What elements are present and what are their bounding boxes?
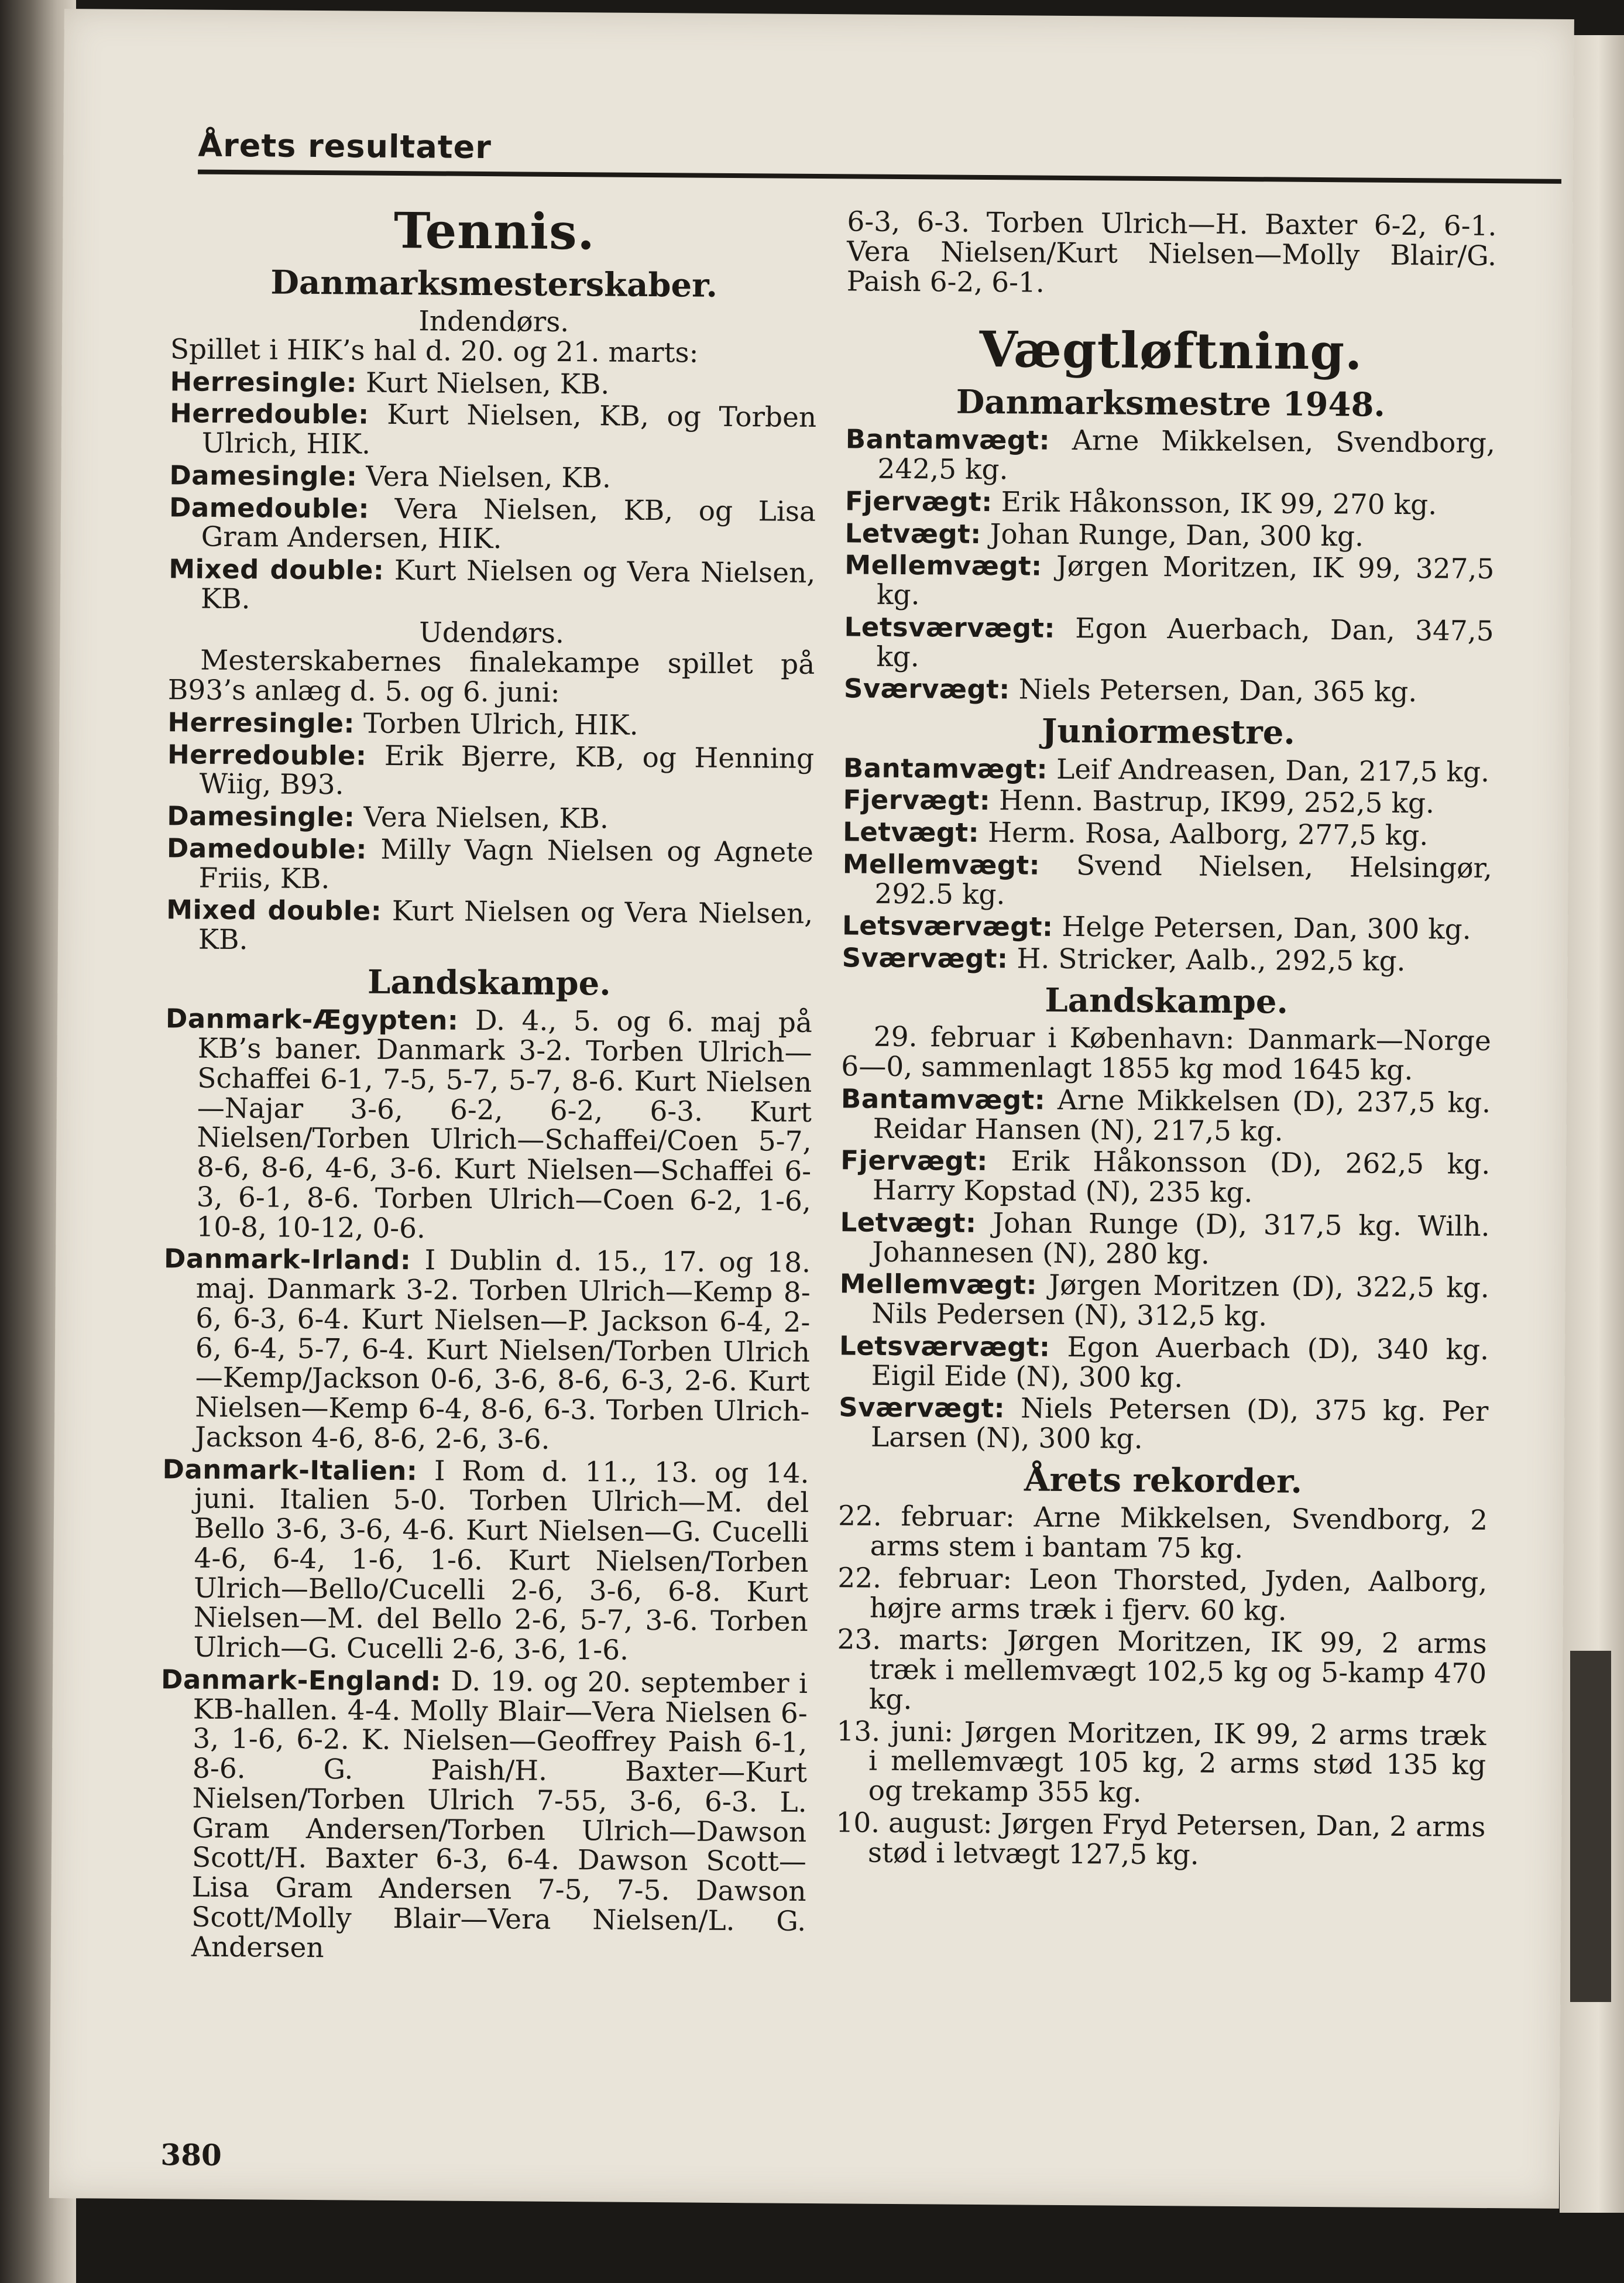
class-text: Svend Nielsen, Helsingør, 292.5 kg.	[874, 849, 1492, 911]
junior-entry	[842, 911, 1492, 945]
class-label: Letvægt:	[844, 517, 981, 550]
class-label: Bantamvægt:	[843, 752, 1048, 785]
class-label: Bantamvægt:	[840, 1083, 1046, 1116]
class-text: Arne Mikkelsen, Svendborg, 242,5 kg.	[877, 424, 1496, 486]
class-label: Letvægt:	[840, 1206, 977, 1239]
indoor-intro: Spillet i HIK’s hal d. 20. og 21. marts:	[170, 333, 699, 369]
weightlifting-title: Vægtløftning.	[979, 320, 1363, 381]
outdoor-entry	[166, 834, 813, 897]
class-text: Johan Runge (D), 317,5 kg. Wilh. Johannesen (N), 280 kg.	[872, 1207, 1490, 1271]
record-entry: 13. juni: Jørgen Moritzen, IK 99, 2 arms træk i mellemvægt 105 kg, 2 arms stød 135 kg og trekamp 355 kg.	[836, 1715, 1486, 1809]
class-label: Letsværvægt:	[842, 910, 1053, 943]
records-title: Årets rekorder.	[1024, 1460, 1303, 1501]
outdoor-entry	[166, 896, 813, 959]
tennis-champ-title: Danmarksmesterskaber.	[270, 263, 718, 305]
outdoor-entry	[167, 801, 813, 835]
entry-label: Herresingle:	[167, 707, 355, 739]
entry-label: Damesingle:	[167, 800, 355, 833]
tennis-continuation: 6-3, 6-3. Torben Ulrich—H. Baxter 6-2, 6-1. Vera Nielsen/Kurt Nielsen—Molly Blair/G. Paish 6-2, 6-1.	[846, 205, 1497, 299]
class-label: Fjervægt:	[843, 784, 991, 817]
match-text: D. 4., 5. og 6. maj på KB’s baner. Danmark 3-2. Torben Ulrich—Schaffei 6-1, 7-5, 5-7, 5-7, 8-6. Kurt Nielsen—Najar 3-6, 6-2, 6-2, 6-3. Kurt Nielsen/Torben Ulrich—Schaffei/Coen 5-7, 8-6, 8-6, 4-6, 3-6. Kurt Nielsen—Schaffei 6-3, 6-1, 8-6. Torben Ulrich—Coen 6-2, 1-6, 10-8, 10-12, 0-6.	[196, 1005, 813, 1245]
class-label: Mellemvægt:	[844, 549, 1042, 582]
record-entry: 23. marts: Jørgen Moritzen, IK 99, 2 arms træk i mellemvægt 102,5 kg og 5-kamp 470 kg.	[837, 1623, 1487, 1716]
class-text: Herm. Rosa, Aalborg, 277,5 kg.	[987, 817, 1429, 852]
class-text: Leif Andreasen, Dan, 217,5 kg.	[1056, 753, 1490, 789]
match-entry	[164, 1005, 812, 1247]
class-text: Henn. Bastrup, IK99, 252,5 kg.	[998, 784, 1435, 820]
indoor-entry	[169, 554, 816, 618]
class-text: Egon Auerbach, Dan, 347,5 kg.	[876, 612, 1494, 673]
match-label: Danmark-Italien:	[162, 1453, 418, 1486]
junior-title: Juniormestre.	[1041, 711, 1296, 752]
champion-entry	[845, 425, 1495, 489]
outdoor-heading: Udendørs.	[419, 616, 565, 650]
class-text: Jørgen Moritzen, IK 99, 327,5 kg.	[876, 550, 1495, 612]
entry-text: Torben Ulrich, HIK.	[363, 707, 638, 742]
class-text: Jørgen Moritzen (D), 322,5 kg. Nils Pedersen (N), 312,5 kg.	[871, 1269, 1489, 1333]
match-text: I Dublin d. 15., 17. og 18. maj. Danmark 3-2. Torben Ulrich—Kemp 8-6, 6-3, 6-4. Kurt Nielsen—P. Jackson 6-4, 2-6, 6-4, 5-7, 6-4. Kurt Nielsen/Torben Ulrich—Kemp/Jackson 0-6, 3-6, 8-6, 6-3, 2-6. Kurt Nielsen—Kemp 6-4, 8-6, 6-3. Torben Ulrich-Jackson 4-6, 8-6, 2-6, 3-6.	[194, 1244, 811, 1456]
match-text: I Rom d. 11., 13. og 14. juni. Italien 5-0. Torben Ulrich—M. del Bello 3-6, 3-6, 4-6. Kurt Nielsen—G. Cucelli 4-6, 6-4, 1-6, 1-6. Kurt Nielsen/Torben Ulrich—Bello/Cucelli 2-6, 3-6, 6-8. Kurt Nielsen—M. del Bello 2-6, 5-7, 3-6. Torben Ulrich—G. Cucelli 2-6, 3-6, 1-6.	[193, 1455, 809, 1667]
champion-entry	[845, 519, 1495, 553]
class-label: Fjervægt:	[844, 485, 993, 518]
tennis-landskampe-title: Landskampe.	[367, 962, 611, 1003]
match-label: Danmark-England:	[160, 1664, 442, 1697]
entry-label: Mixed double:	[169, 553, 384, 587]
champion-entry	[844, 612, 1494, 676]
class-label: Sværvægt:	[839, 1391, 1005, 1424]
class-text: Niels Petersen (D), 375 kg. Per Larsen (N), 300 kg.	[870, 1392, 1489, 1456]
entry-label: Damedouble:	[166, 832, 368, 865]
class-text: Johan Runge, Dan, 300 kg.	[990, 517, 1364, 553]
book-page	[49, 9, 1574, 2209]
class-label: Bantamvægt:	[845, 423, 1050, 457]
class-text: H. Stricker, Aalb., 292,5 kg.	[1017, 942, 1406, 978]
entry-text: Kurt Nielsen og Vera Nielsen, KB.	[198, 895, 813, 957]
record-entry: 22. februar: Arne Mikkelsen, Svendborg, 2 arms stem i bantam 75 kg.	[837, 1500, 1488, 1565]
adjacent-page-photo-strip	[1570, 1651, 1611, 2002]
class-text: Helge Petersen, Dan, 300 kg.	[1062, 911, 1471, 947]
outdoor-entry	[167, 740, 815, 804]
weightlifting-landskampe-title: Landskampe.	[1045, 981, 1289, 1021]
class-label: Mellemvægt:	[842, 848, 1041, 881]
entry-text: Kurt Nielsen, KB.	[365, 366, 610, 401]
record-entry: 10. august: Jørgen Fryd Petersen, Dan, 2 arms stød i letvægt 127,5 kg.	[836, 1806, 1486, 1871]
champion-entry	[845, 486, 1495, 520]
landskamp-entry	[839, 1331, 1489, 1395]
entry-label: Herredouble:	[167, 738, 367, 772]
entry-text: Milly Vagn Nielsen og Agnete Friis, KB.	[198, 833, 814, 895]
entry-text: Kurt Nielsen og Vera Nielsen, KB.	[200, 554, 816, 616]
landskamp-intro: 29. februar i København: Danmark—Norge 6—0, sammenlagt 1855 kg mod 1645 kg.	[841, 1021, 1491, 1087]
landskamp-entry	[839, 1270, 1489, 1334]
landskamp-entry	[840, 1146, 1491, 1210]
champion-entry	[844, 674, 1493, 708]
indoor-entry	[170, 399, 817, 463]
entry-text: Kurt Nielsen, KB, og Torben Ulrich, HIK.	[201, 399, 817, 461]
class-label: Sværvægt:	[843, 673, 1010, 705]
entry-label: Herresingle:	[170, 365, 358, 399]
entry-text: Vera Nielsen, KB.	[363, 801, 609, 835]
weightlifting-champ-title: Danmarksmestre 1948.	[956, 382, 1386, 424]
class-label: Sværvægt:	[842, 942, 1008, 975]
entry-text: Vera Nielsen, KB, og Lisa Gram Andersen, HIK.	[201, 492, 816, 556]
landskamp-entry	[839, 1393, 1489, 1457]
entry-text: Erik Bjerre, KB, og Henning Wiig, B93.	[199, 739, 815, 801]
entry-label: Herredouble:	[169, 397, 369, 431]
match-entry	[163, 1245, 811, 1457]
entry-label: Mixed double:	[166, 894, 382, 927]
class-label: Letsværvægt:	[844, 611, 1056, 644]
indoor-heading: Indendørs.	[418, 305, 569, 339]
junior-entry	[842, 943, 1492, 977]
junior-entry	[842, 849, 1492, 913]
running-head: Årets resultater	[198, 126, 492, 166]
junior-entry	[843, 753, 1493, 787]
match-label: Danmark-Ægypten:	[165, 1003, 459, 1037]
right-column	[836, 207, 1497, 1874]
outdoor-intro: Mesterskabernes finalekampe spillet på B93’s anlæg d. 5. og 6. juni:	[167, 645, 815, 709]
page-number: 380	[160, 2137, 222, 2172]
match-entry	[159, 1665, 808, 1966]
landskamp-entry	[840, 1208, 1490, 1271]
entry-label: Damedouble:	[169, 491, 370, 525]
entry-label: Damesingle:	[169, 460, 358, 492]
class-text: Egon Auerbach (D), 340 kg. Eigil Eide (N), 300 kg.	[871, 1331, 1489, 1394]
tennis-title: Tennis.	[393, 201, 596, 261]
indoor-entry	[169, 461, 816, 495]
class-text: Erik Håkonsson (D), 262,5 kg. Harry Kopstad (N), 235 kg.	[872, 1145, 1491, 1209]
match-label: Danmark-Irland:	[163, 1243, 411, 1276]
class-label: Letvægt:	[843, 816, 980, 849]
landskamp-entry	[840, 1084, 1491, 1148]
outdoor-entry	[167, 708, 814, 742]
class-text: Arne Mikkelsen (D), 237,5 kg. Reidar Hansen (N), 217,5 kg.	[873, 1084, 1491, 1148]
indoor-entry	[169, 493, 816, 557]
class-text: Niels Petersen, Dan, 365 kg.	[1018, 673, 1417, 709]
class-text: Erik Håkonsson, IK 99, 270 kg.	[1001, 486, 1437, 522]
junior-entry	[843, 817, 1492, 851]
record-entry: 22. februar: Leon Thorsted, Jyden, Aalborg, højre arms træk i fjerv. 60 kg.	[837, 1562, 1488, 1627]
class-label: Fjervægt:	[840, 1144, 988, 1177]
match-entry	[161, 1455, 809, 1667]
entry-text: Vera Nielsen, KB.	[366, 460, 612, 495]
class-label: Mellemvægt:	[839, 1268, 1038, 1301]
class-label: Letsværvægt:	[839, 1330, 1050, 1363]
champion-entry	[844, 551, 1495, 615]
match-text: D. 19. og 20. september i KB-hallen. 4-4. Molly Blair—Vera Nielsen 6-3, 1-6, 6-2. K. Nielsen—Geoffrey Paish 6-1, 8-6. G. Paish/H. Baxter—Kurt Nielsen/Torben Ulrich 7-55, 3-6, 6-3. L. Gram Andersen/Torben Ulrich—Dawson Scott/H. Baxter 6-3, 6-4. Dawson Scott—Lisa Gram Andersen 7-5, 7-5. Dawson Scott/Molly Blair—Vera Nielsen/L. G. Andersen	[191, 1665, 808, 1964]
page-header	[198, 127, 1562, 184]
junior-entry	[843, 786, 1492, 820]
left-column	[159, 203, 818, 1969]
indoor-entry	[170, 367, 816, 401]
